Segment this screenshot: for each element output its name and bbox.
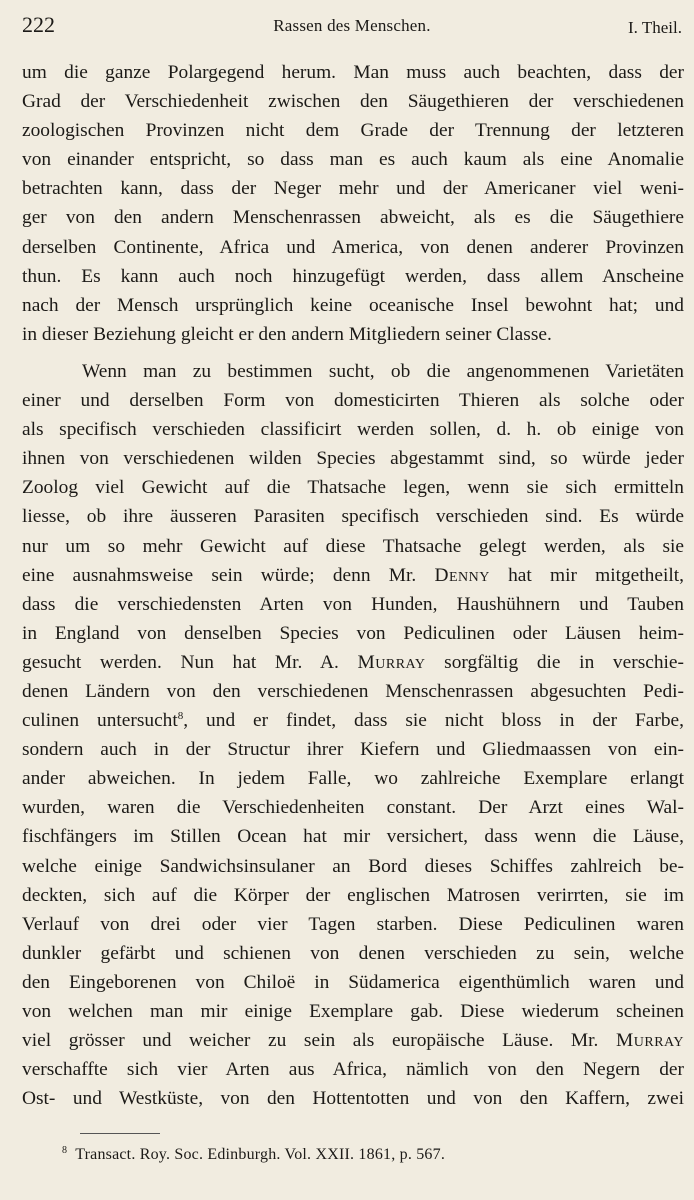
text-line: einer und derselben Form von domesticirten Thieren als solche oder	[22, 390, 684, 412]
person-name-denny: Denny	[434, 564, 490, 586]
text-line: Verlauf von drei oder vier Tagen starben. Diese Pediculinen waren	[22, 913, 684, 935]
person-name-murray: Murray	[616, 1030, 684, 1052]
part-label: I. Theil.	[628, 18, 682, 37]
text-line: Grad der Verschiedenheit zwischen den Säugethieren der verschiedenen	[22, 91, 684, 113]
footnote-divider	[80, 1133, 160, 1134]
text-segment: culinen untersucht	[22, 710, 178, 732]
text-segment: eine ausnahmsweise sein würde; denn Mr.	[22, 564, 435, 586]
text-segment: viel grösser und weicher zu sein als europäische Läuse. Mr.	[22, 1030, 617, 1052]
running-header	[22, 12, 682, 40]
text-line-with-name	[22, 1026, 684, 1055]
text-line: wurden, waren die Verschiedenheiten constant. Der Arzt eines Wal-	[22, 797, 684, 819]
text-line: in dieser Beziehung gleicht er den andern Mitgliedern seiner Classe.	[22, 323, 552, 345]
text-line: von einander entspricht, so dass man es auch kaum als eine Anomalie	[22, 149, 684, 171]
paragraph-gap	[22, 349, 684, 357]
text-line: nur um so mehr Gewicht auf diese Thatsache gelegt werden, als sie	[22, 535, 684, 557]
footnote-reference[interactable]: 8	[177, 710, 184, 723]
running-title: Rassen des Menschen.	[273, 16, 431, 35]
text-line-with-footnote-ref	[22, 706, 684, 735]
text-line: dass die verschiedensten Arten von Hunden, Haushühnern und Tauben	[22, 593, 684, 615]
text-line: den Eingeborenen von Chiloë in Südamerica eigenthümlich waren und	[22, 971, 684, 993]
text-line-with-name	[22, 648, 684, 677]
text-segment: hat mir mitgetheilt,	[489, 564, 684, 586]
text-line: thun. Es kann auch noch hinzugefügt werden, dass allem Anscheine	[22, 265, 684, 287]
text-line: ger von den andern Menschenrassen abweicht, als es die Säugethiere	[22, 207, 684, 229]
text-line: Wenn man zu bestimmen sucht, ob die angenommenen Varietäten	[82, 360, 684, 382]
person-name-murray: Murray	[357, 651, 426, 673]
text-line: nach der Mensch ursprünglich keine oceanische Insel bewohnt hat; und	[22, 294, 684, 316]
text-line: ander abweichen. In jedem Falle, wo zahlreiche Exemplare erlangt	[22, 768, 684, 790]
text-line: dunkler gefärbt und schienen von denen verschieden zu sein, welche	[22, 942, 684, 964]
text-line: welche einige Sandwichsinsulaner an Bord dieses Schiffes zahlreich be-	[22, 855, 684, 877]
text-line: fischfängers im Stillen Ocean hat mir versichert, dass wenn die Läuse,	[22, 826, 684, 848]
footnote-marker: 8	[62, 1145, 68, 1156]
text-line: ihnen von verschiedenen wilden Species abgestammt sind, so würde jeder	[22, 448, 684, 470]
footnote-text: Transact. Roy. Soc. Edinburgh. Vol. XXII. 1861, p. 567.	[75, 1146, 446, 1163]
text-line: um die ganze Polargegend herum. Man muss auch beachten, dass der	[22, 62, 684, 83]
text-line: Ost- und Westküste, von den Hottentotten und von den Kaffern, zwei	[22, 1088, 684, 1110]
text-line: in England von denselben Species von Pediculinen oder Läusen heim-	[22, 622, 684, 644]
text-segment: gesucht werden. Nun hat Mr. A.	[22, 651, 358, 673]
text-line: derselben Continente, Africa und America, von denen anderer Provinzen	[22, 236, 684, 258]
text-line: sondern auch in der Structur ihrer Kiefern und Gliedmaassen von ein-	[22, 739, 684, 761]
footnote	[62, 1146, 445, 1164]
text-line-with-name	[22, 561, 684, 590]
body-text	[22, 58, 684, 1113]
text-line: betrachten kann, dass der Neger mehr und der Americaner viel weni-	[22, 178, 684, 200]
text-line: von welchen man mir einige Exemplare gab. Diese wiederum scheinen	[22, 1001, 684, 1022]
page-number: 222	[22, 12, 55, 37]
text-line: deckten, sich auf die Körper der englischen Matrosen verirrten, sie im	[22, 884, 684, 906]
text-line: Zoolog viel Gewicht auf die Thatsache legen, wenn sie sich ermitteln	[22, 477, 684, 499]
text-segment: , und er findet, dass sie nicht bloss in der Farbe,	[183, 710, 684, 732]
text-line: als specifisch verschieden classificirt werden sollen, d. h. ob einige von	[22, 419, 684, 441]
text-line: zoologischen Provinzen nicht dem Grade der Trennung der letzteren	[22, 120, 684, 142]
text-line: denen Ländern von den verschiedenen Menschenrassen abgesuchten Pedi-	[22, 680, 684, 702]
text-line: liesse, ob ihre äusseren Parasiten specifisch verschieden sind. Es würde	[22, 506, 684, 528]
text-line: verschaffte sich vier Arten aus Africa, nämlich von den Negern der	[22, 1059, 684, 1081]
text-segment: sorgfältig die in verschie-	[425, 651, 684, 673]
